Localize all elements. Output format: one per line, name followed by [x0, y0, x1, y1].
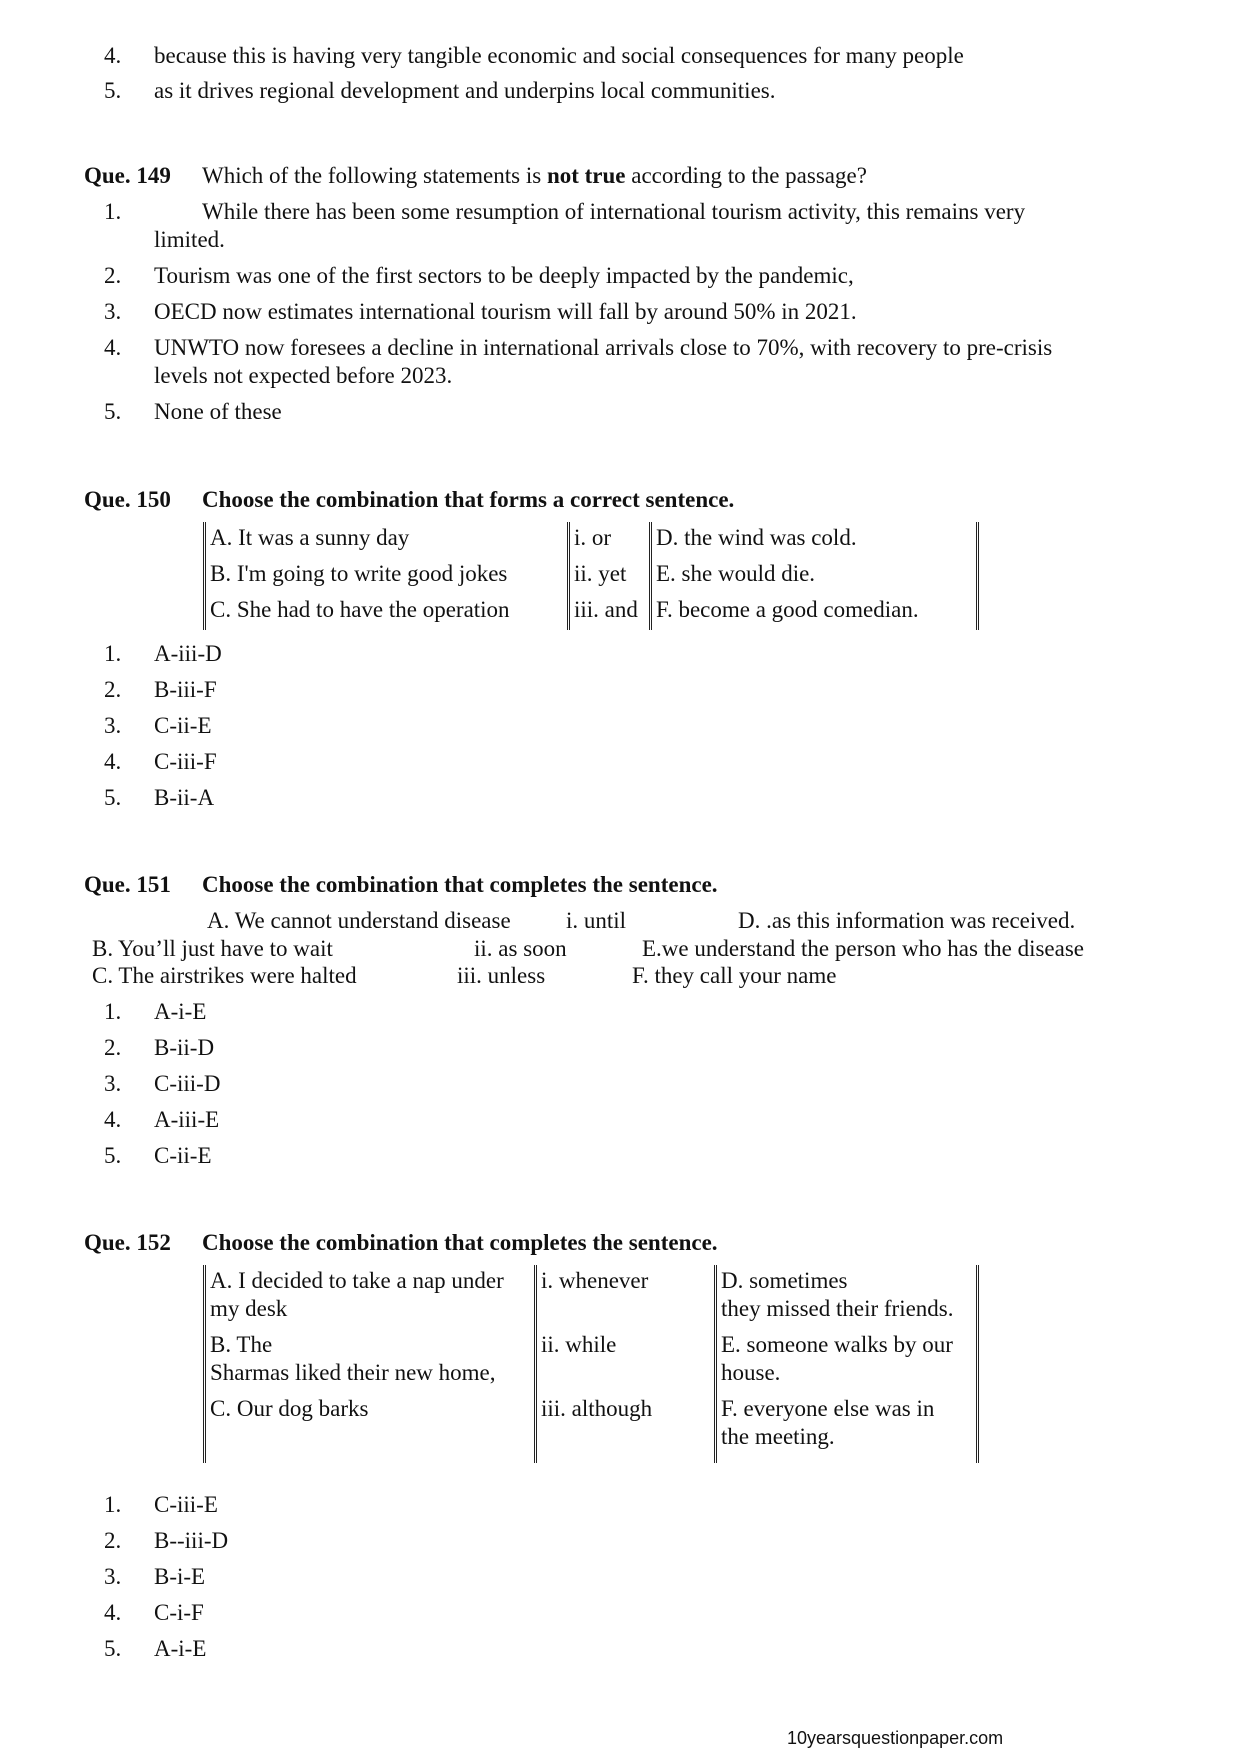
table-border [976, 1265, 979, 1463]
table-cell: A. I decided to take a nap under [210, 1268, 504, 1293]
table-cell: D. .as this information was received. [738, 908, 1076, 933]
table-cell: A. It was a sunny day [210, 525, 410, 550]
table-border [714, 1265, 717, 1463]
table-cell: ii. yet [574, 561, 627, 586]
table-cell: A. We cannot understand disease [207, 908, 511, 933]
table-cell: the meeting. [721, 1424, 835, 1449]
question-text-part: according to the passage? [625, 163, 867, 188]
table-cell: Sharmas liked their new home, [210, 1360, 496, 1385]
table-cell: i. whenever [541, 1268, 649, 1293]
table-border [534, 1265, 537, 1463]
question-text-part: Which of the following statements is [202, 163, 547, 188]
table-cell: E. someone walks by our [721, 1332, 953, 1357]
question-label: Que. 150 [84, 487, 171, 512]
question-text: Choose the combination that forms a correct sentence. [202, 487, 735, 512]
question-text-emphasis: not true [546, 163, 626, 188]
table-border [649, 522, 652, 630]
question-label: Que. 149 [84, 163, 171, 188]
table-cell: ii. while [541, 1332, 617, 1357]
table-cell: i. or [574, 525, 612, 550]
table-cell: i. until [566, 908, 627, 933]
question-149-heading [84, 162, 867, 190]
table-cell: E.we understand the person who has the disease [642, 936, 1084, 961]
table-cell: ii. as soon [474, 936, 567, 961]
question-151-heading [84, 871, 718, 899]
question-label: Que. 151 [84, 872, 171, 897]
question-150-heading [84, 486, 734, 514]
table-border [203, 1265, 206, 1463]
table-cell: F. they call your name [632, 963, 837, 988]
question-text: Choose the combination that completes the sentence. [202, 872, 718, 897]
table-cell: C. Our dog barks [210, 1396, 369, 1421]
table-cell: iii. although [541, 1396, 653, 1421]
table-cell: F. everyone else was in [721, 1396, 935, 1421]
table-cell: D. the wind was cold. [656, 525, 857, 550]
table-cell: B. I'm going to write good jokes [210, 561, 508, 586]
question-text: Choose the combination that completes the sentence. [202, 1230, 718, 1255]
table-cell: house. [721, 1360, 781, 1385]
table-cell: F. become a good comedian. [656, 597, 919, 622]
question-label: Que. 152 [84, 1230, 171, 1255]
table-border [976, 522, 979, 630]
footer-website: 10yearsquestionpaper.com [787, 1728, 1004, 1748]
table-cell: B. You’ll just have to wait [92, 936, 333, 961]
table-cell: iii. and [574, 597, 638, 622]
table-cell: they missed their friends. [721, 1296, 954, 1321]
question-152-heading [84, 1229, 718, 1257]
table-cell: E. she would die. [656, 561, 816, 586]
table-cell: C. She had to have the operation [210, 597, 510, 622]
table-cell: my desk [210, 1296, 288, 1321]
table-cell: B. The [210, 1332, 273, 1357]
table-border [203, 522, 206, 630]
table-cell: iii. unless [457, 963, 546, 988]
table-border [567, 522, 570, 630]
table-cell: C. The airstrikes were halted [92, 963, 357, 988]
table-cell: D. sometimes [721, 1268, 848, 1293]
